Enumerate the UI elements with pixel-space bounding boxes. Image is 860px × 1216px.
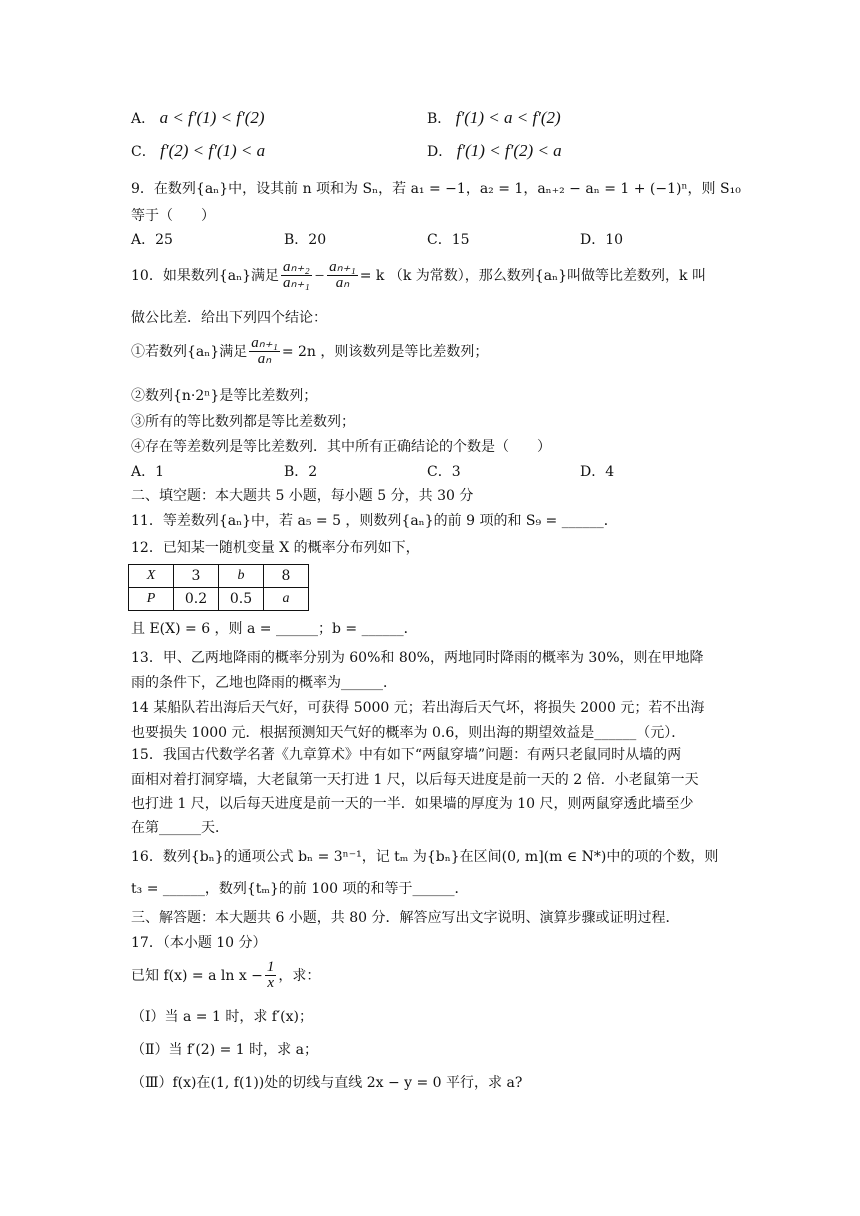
q16-stem-cont: t₃ = ______，数列{tₘ}的前 100 项的和等于______．	[131, 881, 469, 897]
q10-option-c: C．3	[427, 464, 461, 480]
table-cell: a	[264, 588, 309, 611]
q10-suffix: = k （k 为常数），那么数列{aₙ}叫做等比差数列，k 叫	[359, 267, 706, 284]
conclusion-prefix: ①若数列{aₙ}满足	[131, 343, 248, 360]
q14-stem: 14 某船队若出海后天气好，可获得 5000 元；若出海后天气坏，将损失 2000 元；若不出海	[131, 700, 705, 716]
q13-stem-cont: 雨的条件下，乙地也降雨的概率为______．	[131, 675, 397, 691]
q10-conclusion-2: ②数列{n·2ⁿ}是等比差数列；	[131, 388, 318, 404]
q16-stem: 16．数列{bₙ}的通项公式 bₙ = 3ⁿ⁻¹，记 tₘ 为{bₙ}在区间(0, m](m ∈ N*)中的项的个数，则	[131, 849, 719, 865]
q17-given	[131, 960, 320, 991]
q17-header: 17．（本小题 10 分）	[131, 935, 267, 951]
denominator: aₙ	[335, 275, 350, 291]
q8-option-a	[131, 108, 265, 128]
table-cell: 0.2	[174, 588, 219, 611]
q10-conclusion-3: ③所有的等比数列都是等比差数列；	[131, 414, 355, 430]
q10-conclusion-4: ④存在等差数列是等比差数列．其中所有正确结论的个数是（ ）	[131, 439, 551, 455]
denominator: x	[267, 975, 274, 991]
option-letter: A．	[131, 111, 156, 127]
q8-option-d	[427, 141, 562, 161]
numerator: aₙ₊₁	[251, 335, 278, 351]
fraction	[281, 260, 312, 291]
q12-condition: 且 E(X) = 6 ，则 a = ______；b = ______．	[131, 621, 418, 637]
table-row	[129, 588, 309, 611]
q10-stem	[131, 260, 706, 291]
q10-conclusion-1	[131, 336, 488, 367]
q17-part-2: （Ⅱ）当 f′(2) = 1 时，求 a；	[131, 1042, 318, 1058]
q14-stem-cont: 也要损失 1000 元．根据预测知天气好的概率为 0.6，则出海的期望效益是______（元）．	[131, 725, 686, 741]
q9-stem-cont: 等于（ ）	[131, 208, 215, 224]
q15-stem-cont-3: 在第______天．	[131, 820, 229, 836]
q9-option-d: D．10	[580, 232, 624, 248]
table-cell: 3	[174, 565, 219, 588]
fraction	[249, 336, 280, 367]
probability-distribution-table	[128, 564, 309, 611]
option-expression: f′(2) < f′(1) < a	[160, 141, 266, 160]
section-heading-answers: 三、解答题：本大题共 6 小题，共 80 分．解答应写出文字说明、演算步骤或证明过程．	[131, 910, 680, 926]
q10-option-a: A．1	[131, 464, 165, 480]
fraction	[265, 960, 277, 991]
q9-option-c: C．15	[427, 232, 470, 248]
option-letter: B．	[427, 111, 452, 127]
q10-option-b: B．2	[284, 464, 318, 480]
option-letter: D．	[427, 144, 453, 160]
table-cell: 8	[264, 565, 309, 588]
option-expression: f′(1) < a < f′(2)	[455, 108, 561, 127]
option-expression: a < f′(1) < f′(2)	[159, 108, 265, 127]
table-cell: X	[129, 565, 174, 588]
q9-option-a: A．25	[131, 232, 173, 248]
denominator: aₙ₊₁	[283, 275, 310, 291]
q17-part-1: （Ⅰ）当 a = 1 时，求 f′(x)；	[131, 1009, 313, 1025]
table-cell: P	[129, 588, 174, 611]
q13-stem: 13．甲、乙两地降雨的概率分别为 60%和 80%，两地同时降雨的概率为 30%，则在甲地降	[131, 650, 704, 666]
q8-option-c	[131, 141, 265, 161]
numerator: aₙ₊₂	[283, 259, 310, 275]
numerator: aₙ₊₁	[329, 259, 356, 275]
q15-stem: 15．我国古代数学名著《九章算术》中有如下“两鼠穿墙”问题：有两只老鼠同时从墙的两	[131, 747, 682, 763]
q17-part-3: （Ⅲ）f(x)在(1, f(1))处的切线与直线 2x − y = 0 平行，求 a?	[131, 1075, 523, 1091]
minus-sign: −	[313, 266, 326, 285]
fraction	[327, 260, 358, 291]
table-row	[129, 565, 309, 588]
q15-stem-cont-2: 也打进 1 尺，以后每天进度是前一天的一半．如果墙的厚度为 10 尺，则两鼠穿透此墙至少	[131, 796, 694, 812]
q12-stem: 12．已知某一随机变量 X 的概率分布列如下，	[131, 540, 420, 556]
q15-stem-cont-1: 面相对着打洞穿墙，大老鼠第一天打进 1 尺，以后每天进度是前一天的 2 倍．小老鼠第一天	[131, 772, 699, 788]
q8-option-b	[427, 108, 561, 128]
table-cell: 0.5	[219, 588, 264, 611]
numerator: 1	[266, 959, 275, 975]
conclusion-suffix: = 2n ，则该数列是等比差数列；	[281, 343, 489, 360]
q10-stem-cont: 做公比差．给出下列四个结论：	[131, 310, 327, 326]
section-heading-fill-in: 二、填空题：本大题共 5 小题，每小题 5 分，共 30 分	[131, 488, 474, 504]
denominator: aₙ	[257, 351, 272, 367]
option-letter: C．	[131, 144, 156, 160]
q9-option-b: B．20	[284, 232, 327, 248]
given-prefix: 已知 f(x) = a ln x −	[131, 967, 263, 984]
q11-stem: 11．等差数列{aₙ}中，若 a₅ = 5 ，则数列{aₙ}的前 9 项的和 S₉ = ______．	[131, 513, 618, 529]
q9-stem: 9．在数列{aₙ}中，设其前 n 项和为 Sₙ，若 a₁ = −1，a₂ = 1，aₙ₊₂ − aₙ = 1 + (−1)ⁿ，则 S₁₀	[131, 181, 741, 197]
option-expression: f′(1) < f′(2) < a	[456, 141, 562, 160]
given-suffix: ，求：	[278, 967, 321, 984]
table-cell: b	[219, 565, 264, 588]
q10-prefix: 10．如果数列{aₙ}满足	[131, 267, 280, 284]
q10-option-d: D．4	[580, 464, 615, 480]
